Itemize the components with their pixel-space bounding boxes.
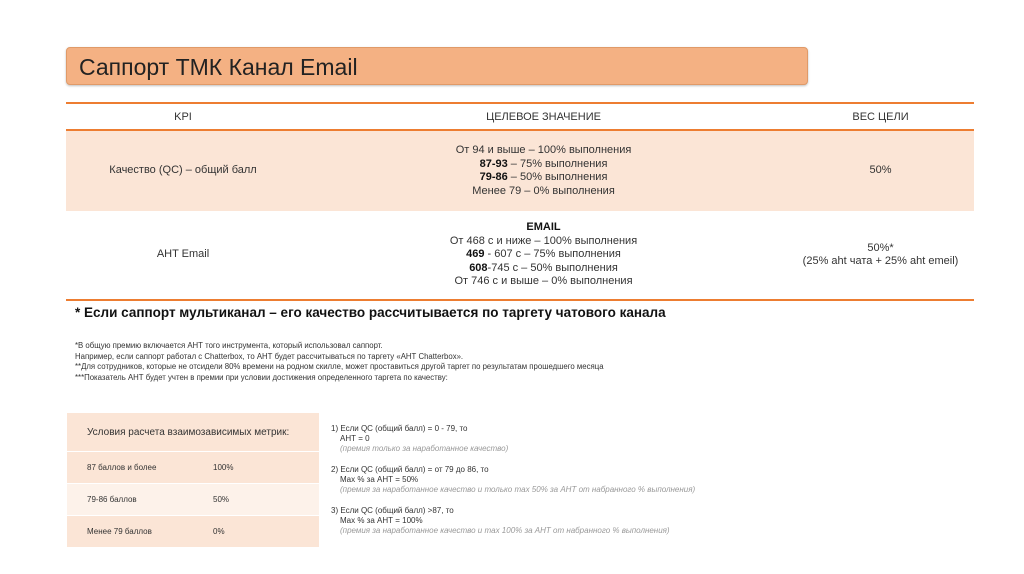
- table-row-quality: [66, 131, 974, 211]
- conditions-table: [67, 413, 319, 547]
- target-channel-header: EMAIL: [526, 221, 561, 234]
- rule-note: (премия за наработанное качество и только max 50% за АНТ от набранного % выполнения): [340, 485, 696, 494]
- table-row: [67, 483, 319, 515]
- target-line: 79-86 – 50% выполнения: [479, 171, 608, 183]
- target-line: От 468 с и ниже – 100% выполнения: [449, 234, 638, 247]
- kpi-name: AHT Email: [156, 248, 210, 261]
- rule-note: (премия за наработанное качество и max 100% за АНТ от набранного % выполнения): [340, 526, 670, 535]
- rule-condition: 1) Если QC (общий балл) = 0 - 79, то: [331, 424, 468, 433]
- weight-value: [787, 242, 974, 269]
- condition-label: 79-86 баллов: [87, 495, 137, 504]
- target-line: Менее 79 – 0% выполнения: [472, 184, 615, 197]
- target-line: 608-745 с – 50% выполнения: [469, 261, 618, 274]
- footnote: Например, если саппорт работал с Chatterbox, то АНТ будет рассчитываться по таргету «АНТ Chatterbox».: [75, 351, 464, 361]
- condition-value: 100%: [213, 463, 234, 472]
- header-kpi: KPI: [174, 110, 192, 123]
- header-target: ЦЕЛЕВОЕ ЗНАЧЕНИЕ: [486, 110, 601, 123]
- aht-rules: [331, 424, 695, 547]
- target-values: [300, 221, 787, 289]
- kpi-table: [66, 102, 974, 301]
- target-line: От 94 и выше – 100% выполнения: [455, 144, 632, 156]
- rule-item: [331, 506, 695, 536]
- table-row: [67, 515, 319, 547]
- rule-item: [331, 465, 695, 495]
- condition-label: Менее 79 баллов: [87, 527, 152, 536]
- weight-line: 50%*: [867, 241, 894, 254]
- rule-result: Max % за АНТ = 100%: [340, 516, 423, 525]
- footnotes: [75, 341, 604, 383]
- condition-value: 0%: [213, 527, 225, 536]
- table-bottom-divider: [66, 299, 974, 301]
- target-line: 87-93 – 75% выполнения: [479, 157, 608, 170]
- table-row-aht: [66, 211, 974, 299]
- weight-value: [787, 164, 974, 178]
- target-values: [300, 144, 787, 198]
- weight-line: (25% aht чата + 25% aht emeil): [802, 255, 959, 267]
- footnote: *В общую премию включается АНТ того инструмента, который использовал саппорт.: [75, 341, 383, 350]
- rule-result: Max % за АНТ = 50%: [340, 475, 419, 484]
- kpi-name: Качество (QC) – общий балл: [109, 164, 257, 177]
- title-banner: [66, 47, 808, 85]
- table-header-row: [66, 104, 974, 131]
- footnote: ***Показатель АНТ будет учтен в премии при условии достижения определенного таргета по качеству:: [75, 372, 448, 382]
- target-line: От 746 с и выше – 0% выполнения: [454, 275, 633, 288]
- rule-condition: 2) Если QC (общий балл) = от 79 до 86, то: [331, 465, 489, 474]
- weight-line: 50%: [869, 164, 892, 177]
- page-title: Саппорт ТМК Канал Email: [79, 54, 358, 80]
- rule-result: АНТ = 0: [340, 434, 370, 443]
- target-line: 469 - 607 с – 75% выполнения: [466, 248, 621, 261]
- footnote: **Для сотрудников, которые не отсидели 80% времени на родном скилле, может проставиться другой таргет по результатам прошедшего месяца: [75, 362, 604, 371]
- rule-condition: 3) Если QC (общий балл) >87, то: [331, 506, 454, 515]
- condition-label: 87 баллов и более: [87, 463, 157, 472]
- rule-note: (премия только за наработанное качество): [340, 444, 509, 453]
- rule-item: [331, 424, 695, 454]
- table-row: [67, 451, 319, 483]
- conditions-header: Условия расчета взаимозависимых метрик:: [67, 413, 319, 451]
- header-weight: ВЕС ЦЕЛИ: [852, 110, 909, 123]
- condition-value: 50%: [213, 495, 230, 504]
- multichannel-note: * Если саппорт мультиканал – его качество рассчитывается по таргету чатового канала: [75, 305, 666, 320]
